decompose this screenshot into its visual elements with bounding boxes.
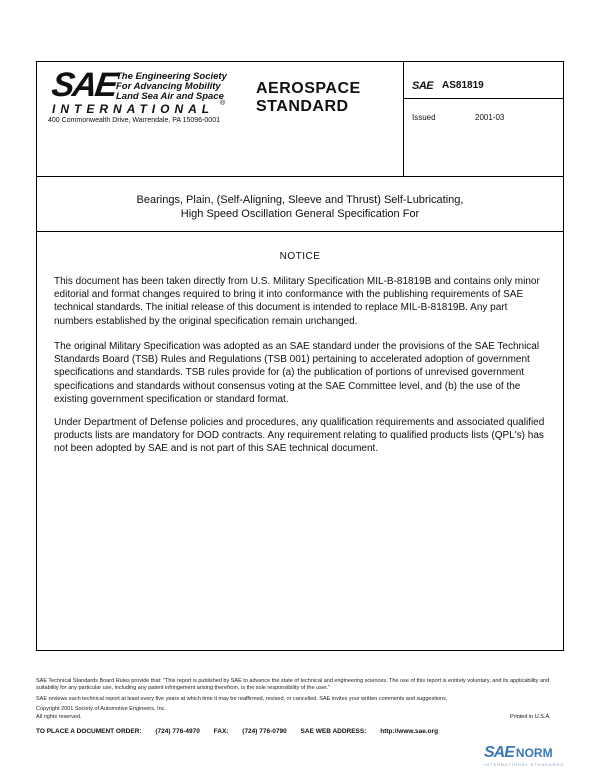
- sae-logo-mark: SAE: [49, 66, 119, 104]
- issued-label: Issued: [412, 113, 436, 122]
- sae-international: INTERNATIONAL: [52, 102, 215, 116]
- sae-norm-watermark: [484, 744, 565, 767]
- sae-tagline: The Engineering Society For Advancing Mobility Land Sea Air and Space: [116, 71, 227, 102]
- fax-label: FAX:: [213, 728, 229, 735]
- footer-rights: All rights reserved.: [36, 714, 82, 720]
- notice-paragraph: The original Military Specification was adopted as an SAE standard under the provisions of the SAE Technical Standards Board (TSB) Rules and Regulations (TSB 001) pertaining to accelerated adoption of government specifications and standards. TSB rules provide for (a) the publication of portions of unrevised government specifications and standards without consensus voting at the SAE Committee level, and (b) the use of the existing government specification or standard format.: [54, 341, 540, 405]
- trademark-mark: ®: [220, 100, 226, 107]
- doc-number-divider: [403, 98, 564, 99]
- document-number: AS81819: [442, 80, 484, 91]
- order-phone: (724) 776-4970: [155, 728, 200, 735]
- notice-paragraph: Under Department of Defense policies and procedures, any qualification requirements and associated qualified products lists are mandatory for DOD contracts. Any requirement relating to qualified products lists (QPL's) has not been adopted by SAE and is not part of this SAE technical document.: [54, 417, 545, 455]
- watermark-sub: INTERNATIONAL STANDARDS: [484, 762, 565, 767]
- footer-printed: Printed in U.S.A.: [510, 714, 551, 720]
- web-label: SAE WEB ADDRESS:: [300, 728, 367, 735]
- watermark-norm: NORM: [515, 746, 553, 760]
- sae-small-mark: SAE: [412, 80, 434, 92]
- standard-type: AEROSPACE STANDARD: [256, 80, 361, 115]
- order-line: [36, 728, 450, 735]
- document-title: Bearings, Plain, (Self-Aligning, Sleeve and Thrust) Self-Lubricating, High Speed Oscillation General Specification For: [136, 194, 464, 220]
- notice-paragraph: This document has been taken directly from U.S. Military Specification MIL-B-81819B and contains only minor editorial and format changes required to bring it into conformance with the publishing requirements of SAE technical standards. The initial release of this document is intended to replace MIL-B-81819B. Any part numbers established by the original specification remain unchanged.: [54, 276, 540, 327]
- footer-copyright: Copyright 2001 Society of Automotive Engineers, Inc.: [36, 706, 166, 712]
- watermark-sae: SAE: [484, 744, 514, 761]
- footer-board-rules: SAE Technical Standards Board Rules provide that: "This report is published by SAE to advance the state of technical and engineering sciences. The use of this report is entirely voluntary, and its applicability and suitability for any particular use, including any patent infringement arising therefrom, is the sole responsibility of the user.": [36, 678, 550, 691]
- order-label: TO PLACE A DOCUMENT ORDER:: [36, 728, 142, 735]
- issued-date: 2001-03: [475, 113, 505, 122]
- web-address: http://www.sae.org: [380, 728, 439, 735]
- footer-review: SAE reviews each technical report at least every five years at which time it may be reaffirmed, revised, or cancelled. SAE invites your written comments and suggestions.: [36, 696, 448, 702]
- fax-number: (724) 776-0790: [242, 728, 287, 735]
- sae-address: 400 Commonwealth Drive, Warrendale, PA 15096-0001: [48, 117, 220, 124]
- notice-heading: NOTICE: [279, 251, 321, 262]
